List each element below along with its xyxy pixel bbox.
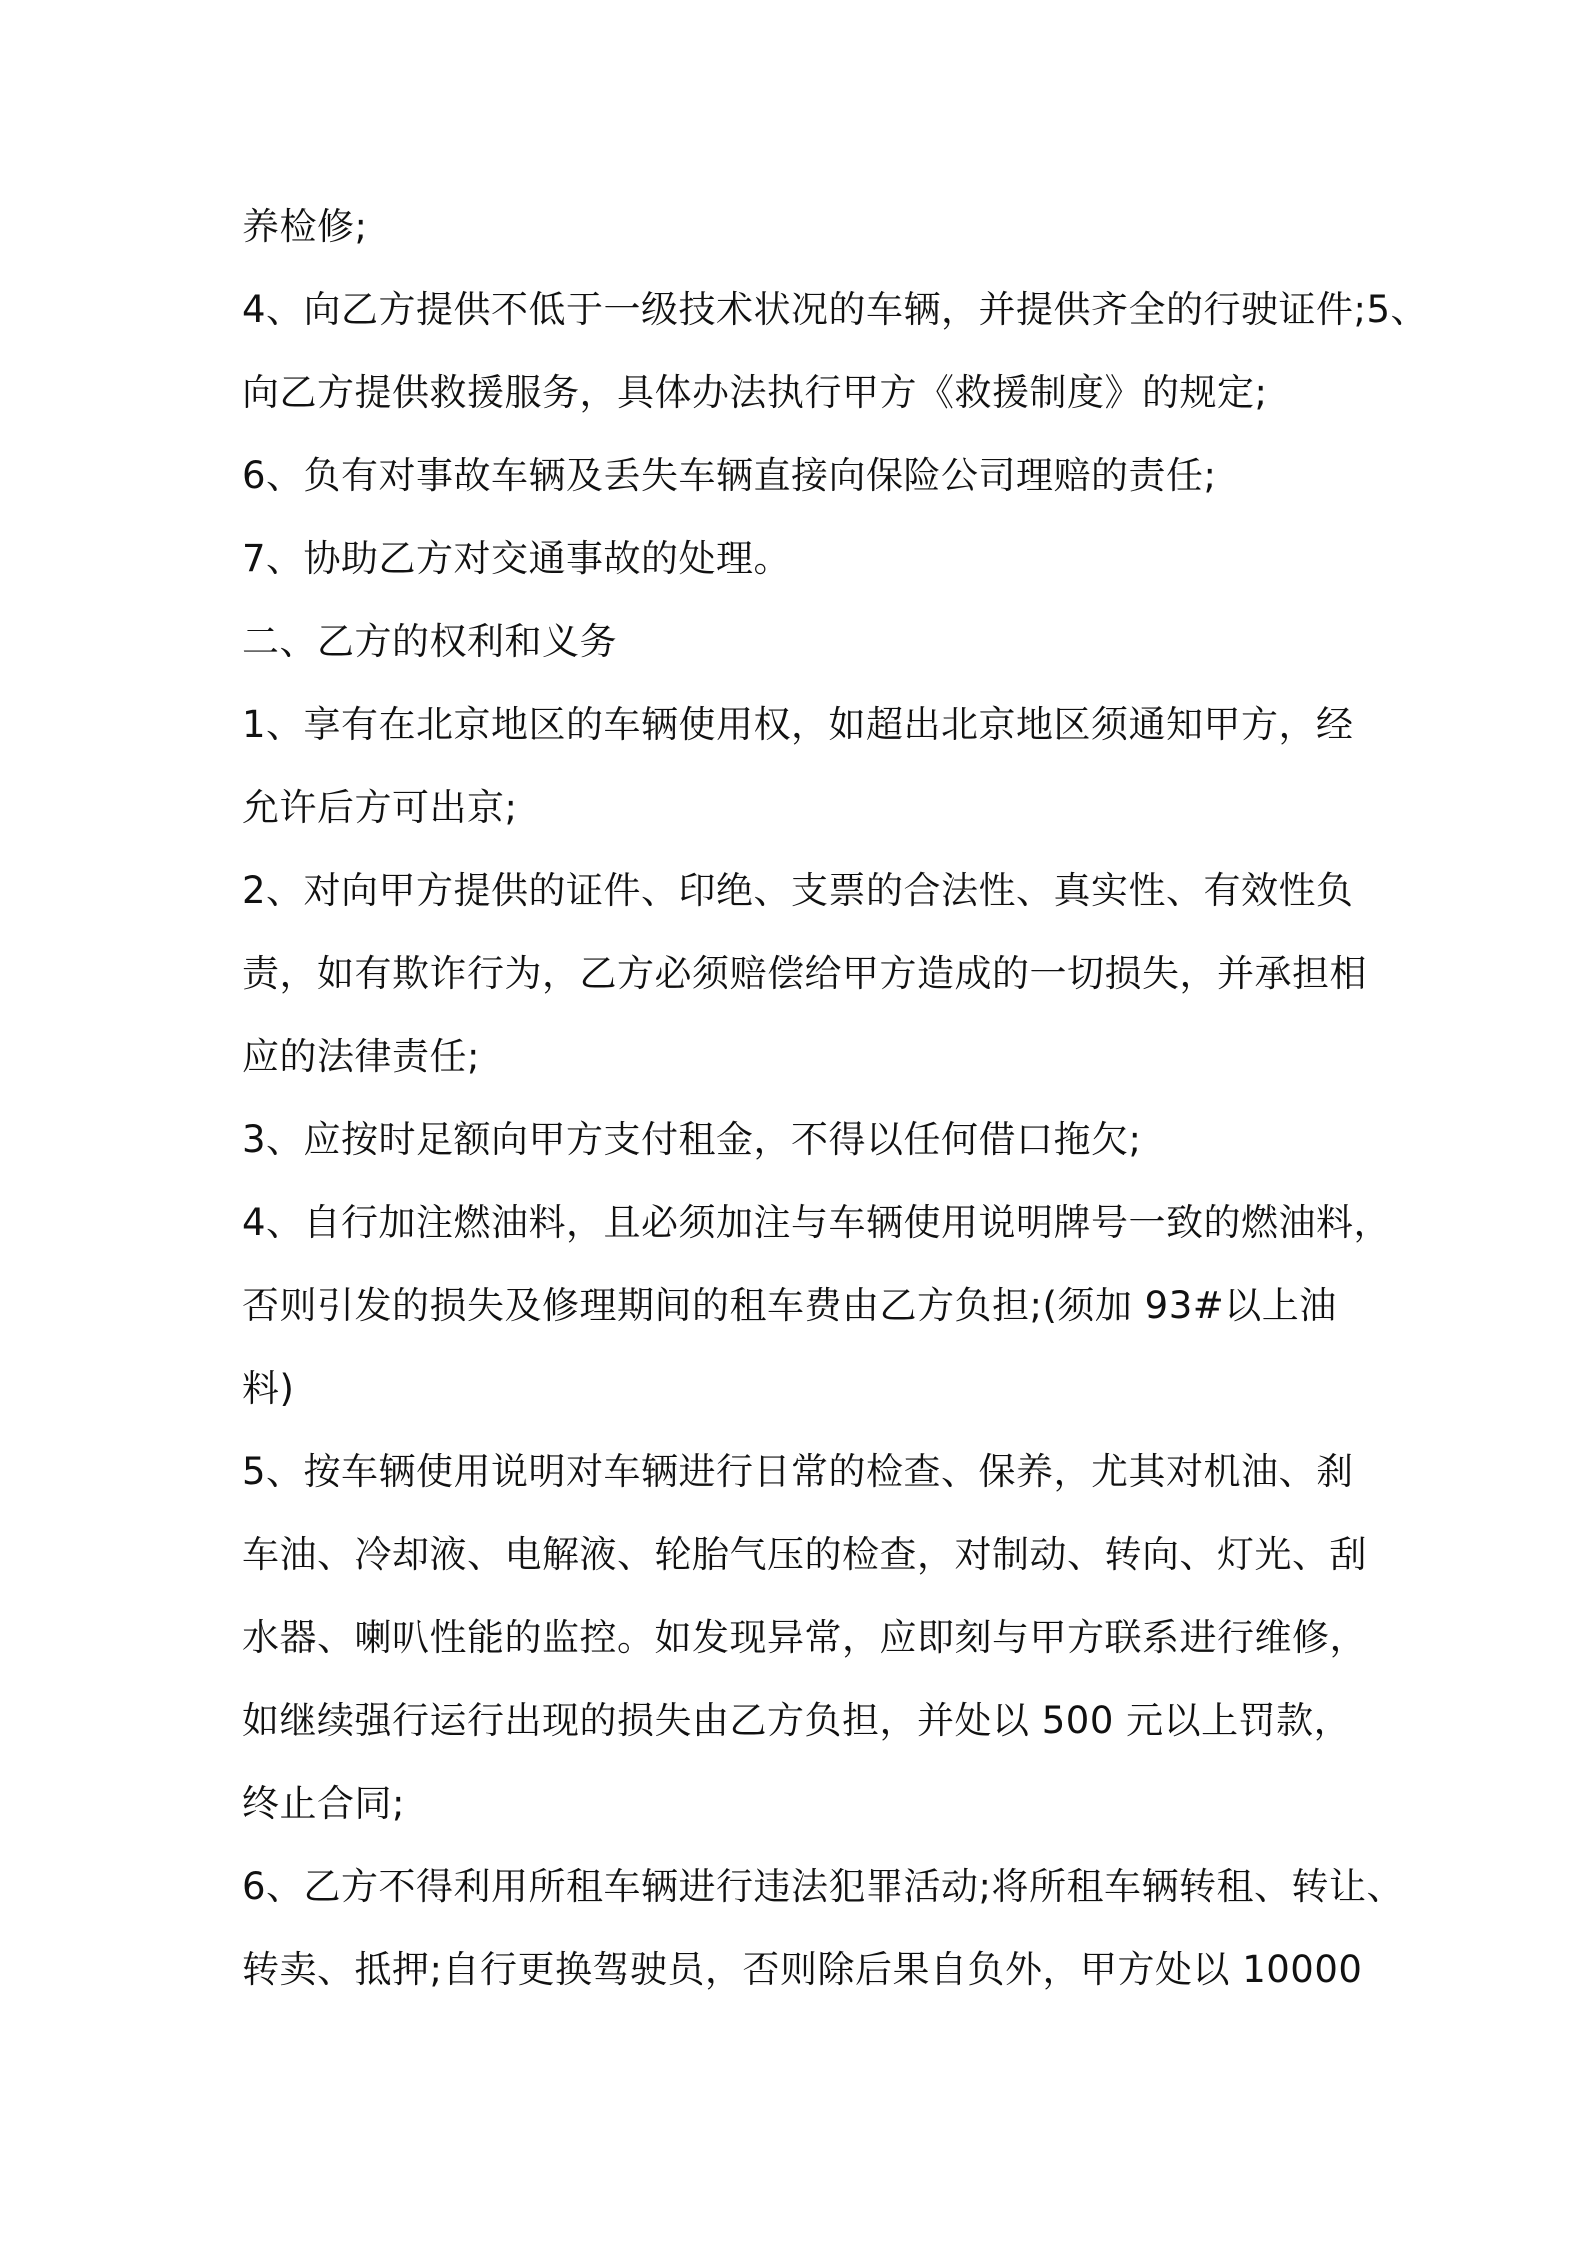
text-line: 1、享有在北京地区的车辆使用权，如超出北京地区须通知甲方，经 [242,703,1354,746]
text-line: 向乙方提供救援服务，具体办法执行甲方《救援制度》的规定; [242,371,1268,414]
text-line: 3、应按时足额向甲方支付租金，不得以任何借口拖欠; [242,1118,1142,1161]
text-line: 养检修; [242,205,368,248]
text-line: 终止合同; [242,1782,405,1825]
text-line: 4、向乙方提供不低于一级技术状况的车辆，并提供齐全的行驶证件;5、 [242,288,1429,331]
text-line: 4、自行加注燃油料，且必须加注与车辆使用说明牌号一致的燃油料， [242,1201,1392,1244]
text-line: 6、负有对事故车辆及丢失车辆直接向保险公司理赔的责任; [242,454,1217,497]
text-line: 6、乙方不得利用所租车辆进行违法犯罪活动;将所租车辆转租、转让、 [242,1865,1405,1908]
text-line: 料) [242,1367,295,1410]
text-line: 如继续强行运行出现的损失由乙方负担，并处以 500 元以上罚款， [242,1699,1352,1742]
text-line: 责，如有欺诈行为，乙方必须赔偿给甲方造成的一切损失，并承担相 [242,952,1367,995]
text-line: 转卖、抵押;自行更换驾驶员，否则除后果自负外，甲方处以 10000 [242,1948,1363,1991]
section-heading: 二、乙方的权利和义务 [242,620,617,663]
text-line: 2、对向甲方提供的证件、印绝、支票的合法性、真实性、有效性负 [242,869,1354,912]
text-line: 允许后方可出京; [242,786,518,829]
text-line: 水器、喇叭性能的监控。如发现异常，应即刻与甲方联系进行维修， [242,1616,1367,1659]
text-line: 车油、冷却液、电解液、轮胎气压的检查，对制动、转向、灯光、刮 [242,1533,1367,1576]
text-line: 应的法律责任; [242,1035,480,1078]
text-line: 否则引发的损失及修理期间的租车费由乙方负担;(须加 93#以上油 [242,1284,1337,1327]
text-line: 7、协助乙方对交通事故的处理。 [242,537,792,580]
text-line: 5、按车辆使用说明对车辆进行日常的检查、保养，尤其对机油、刹 [242,1450,1354,1493]
